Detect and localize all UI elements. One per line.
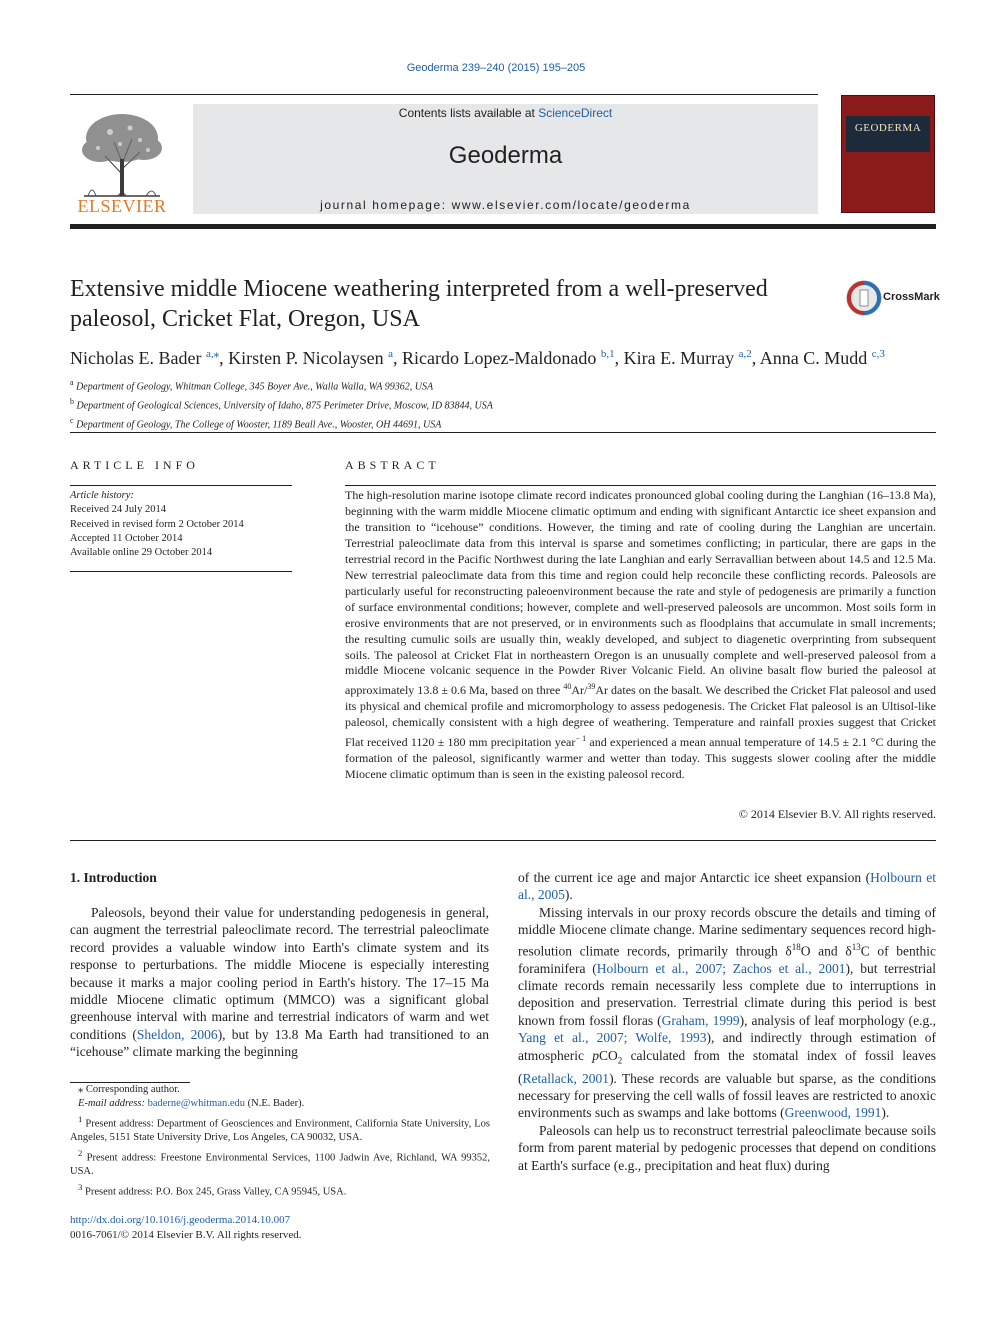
footnote-1: $^1$ Present address: Department of Geosciences and Environment, California State University, Los Angeles, 5151 State University Drive, Los Angeles, CA 90032, USA. [70,1113,490,1144]
journal-name: Geoderma [448,142,563,169]
article-title-line-1: Extensive middle Miocene weathering interpreted from a well-preserved [70,276,768,302]
abstract-rule [345,485,936,486]
info-rule [70,571,292,572]
journal-citation[interactable]: Geoderma 239–240 (2015) 195–205 [406,62,586,74]
header-rule [70,94,818,95]
citation-link[interactable]: Graham, 1999 [661,1012,740,1028]
body-paragraph: Paleosols, beyond their value for understanding pedogenesis in general, can augment the terrestrial paleoclimate record. The terrestrial paleoclimate record provides a valuable window into Earth's climate system and its response to perturbations. The middle Miocene is especially interesting because it marks a major cooling period in Earth's history. The 17–15 Ma middle Miocene climatic optimum (MMCO) was a significant global greenhouse interval with marine and terrestrial indicators of warm and wet conditions (Sheldon, 2006), but by 13.8 Ma Earth had transitioned to an “icehouse” climate marking the beginning [70,905,489,1060]
journal-cover-thumbnail[interactable] [841,95,935,213]
author-affiliation-mark[interactable]: c,3 [871,348,885,360]
author-name[interactable]: Kira E. Murray [623,348,735,368]
abstract-text: The high-resolution marine isotope climate record indicates pronounced global cooling during the Langhian (16–13.8 Ma), beginning with the warm middle Miocene climatic optimum and ending with significant Antarctic ice sheet expansion and the transition to “icehouse” conditions. However, the timing and rate of cooling during the Langhian are uncertain. Terrestrial paleoclimate data from this interval is sparse and sometimes conflicting; in particular, there are gaps in the terrestrial record in the Pacific Northwest during the late Langhian and early Serravallian between about 14.5 and 12.5 Ma. New terrestrial paleoclimate data from this time and region could help reconcile these conflicting records. Paleosols are particularly useful for reconstructing paleoenvironment because the rate and style of pedogenesis are primarily a function of surface environmental conditions; however, complete and well-preserved paleosols are uncommon. Most soils form in erosive environments that are not preserved, or in environments such as floodplains that accumulate in small increments; the resulting cumulic soils are usually thin, weakly developed, and subject to diagenetic overprinting from subsequent soils. The paleosol at Cricket Flat in northeastern Oregon is an unusually complete and well-preserved paleosol from a middle Miocene volcanic sequence in the Powder River Volcanic Field. An olivine basalt flow buried the paleosol at approximately 13.8 ± 0.6 Ma, based on three $^{40}$Ar/$^{39}$Ar dates on the basalt. We described the Cricket Flat paleosol and used its physical and chemical profile and micromorphology to assess pedogenesis. The Cricket Flat paleosol is an Ultisol-like paleosol, chemically consistent with a high degree of weathering. Temperature and rainfall proxies suggest that Cricket Flat received 1120 ± 180 mm precipitation year$^{- 1}$ and experienced a mean annual temperature of 14.5 ± 2.1 °C during the formation of the paleosol, significantly warmer and wetter than today. This suggests slower cooling after the middle Miocene climatic optimum than is seen in the existing paleosol record. [345,488,937,782]
abstract-copyright: © 2014 Elsevier B.V. All rights reserved. [738,807,936,821]
author-list: Nicholas E. Bader $^{a,⁎}$, Kirsten P. Nicolaysen $^a$, Ricardo Lopez-Maldonado $^{b,1}$, Kira E. Murray $^{a,2}$, Anna C. Mudd $^{c,3}$ [70,348,885,368]
publisher-wordmark: ELSEVIER [77,196,167,216]
footnote-email: E-mail address: baderne@whitman.edu (N.E. Bader). [78,1098,305,1110]
issn-line: 0016-7061/© 2014 Elsevier B.V. All rights reserved. [70,1229,302,1241]
affiliations [70,376,930,432]
article-title-line-2: paleosol, Cricket Flat, Oregon, USA [70,306,420,332]
history-label: Article history: [70,490,134,501]
header-thick-rule [70,224,936,229]
body-paragraph: of the current ice age and major Antarctic ice sheet expansion (Holbourn et al., 2005). [518,870,936,903]
author-affiliation-mark[interactable]: a,2 [738,348,752,360]
section-rule [70,432,936,433]
footnote-corresponding: ⁎ Corresponding author. [78,1084,180,1095]
citation-link[interactable]: Yang et al., 2007; Wolfe, 1993 [518,1030,707,1046]
received-date: Received 24 July 2014 [70,504,166,516]
body-column-right [518,869,936,1174]
footnotes [70,1083,490,1200]
elsevier-logo[interactable] [70,104,174,216]
citation-link[interactable]: Retallack, 2001 [522,1070,610,1086]
contents-prefix: Contents lists available at [398,106,539,120]
citation-link[interactable]: Sheldon, 2006 [136,1026,218,1042]
section-rule [70,840,936,841]
affiliation-item: $^b$ Department of Geological Sciences, University of Idaho, 875 Perimeter Drive, Moscow, ID 83844, USA [70,396,493,412]
doi-link[interactable]: http://dx.doi.org/10.1016/j.geoderma.2014.10.007 [70,1214,291,1226]
cover-title: GEODERMA [854,122,922,134]
author-affiliation-mark[interactable]: a,⁎ [205,348,220,360]
citation-link[interactable]: Holbourn et al., 2007; Zachos et al., 2001 [596,960,846,976]
journal-homepage-link[interactable]: journal homepage: www.elsevier.com/locate/geoderma [320,198,691,212]
article-info-heading: ARTICLE INFO [70,458,199,472]
author-name[interactable]: Anna C. Mudd [759,348,868,368]
introduction-heading: 1. Introduction [70,870,157,885]
body-paragraph: Missing intervals in our proxy records obscure the details and timing of middle Miocene climate change. Marine sedimentary sequences record high-resolution climate records, primarily through $\delta^{18}O$ and $\delta^{13}C$ of benthic foraminifera (Holbourn et al., 2007; Zachos et al., 2001), but terrestrial climate records remain necessarily less complete due to interruptions in deposition and preservation. Terrestrial climate during this period is best known from fossil floras (Graham, 1999), analysis of leaf morphology (e.g., Yang et al., 2007; Wolfe, 1993), and indirectly through estimation of atmospheric pCO$_2$ calculated from the stomatal index of fossil leaves (Retallack, 2001). These records are valuable but sparse, as the conditions necessary for preserving the cell walls of fossil leaves are restricted to anoxic environments such as swamps and lake bottoms (Greenwood, 1991). [518,904,937,1121]
author-affiliation-mark[interactable]: b,1 [600,348,615,360]
author-name[interactable]: Nicholas E. Bader [70,348,202,368]
article-history [70,489,292,560]
abstract-heading: ABSTRACT [345,458,440,472]
contents-line [193,106,818,120]
footnote-2: $^2$ Present address: Freestone Environmental Services, 1100 Jadwin Ave, Richland, WA 99352, USA. [70,1147,490,1178]
sciencedirect-link[interactable]: ScienceDirect [538,106,613,120]
citation-link[interactable]: Holbourn et al., 2005 [518,870,936,903]
affiliation-item: $^a$ Department of Geology, Whitman College, 345 Boyer Ave., Walla Walla, WA 99362, USA [70,378,434,393]
online-date: Available online 29 October 2014 [70,547,213,559]
revised-date: Received in revised form 2 October 2014 [70,518,244,530]
article-title [70,274,830,334]
author-name[interactable]: Kirsten P. Nicolaysen [228,348,384,368]
footnote-3: $^3$ Present address: P.O. Box 245, Grass Valley, CA 95945, USA. [78,1181,347,1198]
affiliation-item: $^c$ Department of Geology, The College of Wooster, 1189 Beall Ave., Wooster, OH 44691, USA [70,415,442,430]
author-affiliation-mark[interactable]: a [388,348,393,360]
crossmark-label[interactable]: CrossMark [883,291,940,303]
citation-link[interactable]: Greenwood, 1991 [784,1105,882,1121]
info-rule [70,485,292,486]
author-name[interactable]: Ricardo Lopez-Maldonado [401,348,597,368]
accepted-date: Accepted 11 October 2014 [70,532,183,544]
author-email-link[interactable]: baderne@whitman.edu [147,1098,246,1110]
body-column-left [70,904,489,1061]
crossmark-icon[interactable] [846,280,882,316]
body-paragraph: Paleosols can help us to reconstruct terrestrial paleoclimate because soils form from parent material by pedogenic processes that depend on conditions at Earth's surface (e.g., precipitation and heat flux) during [518,1122,936,1173]
